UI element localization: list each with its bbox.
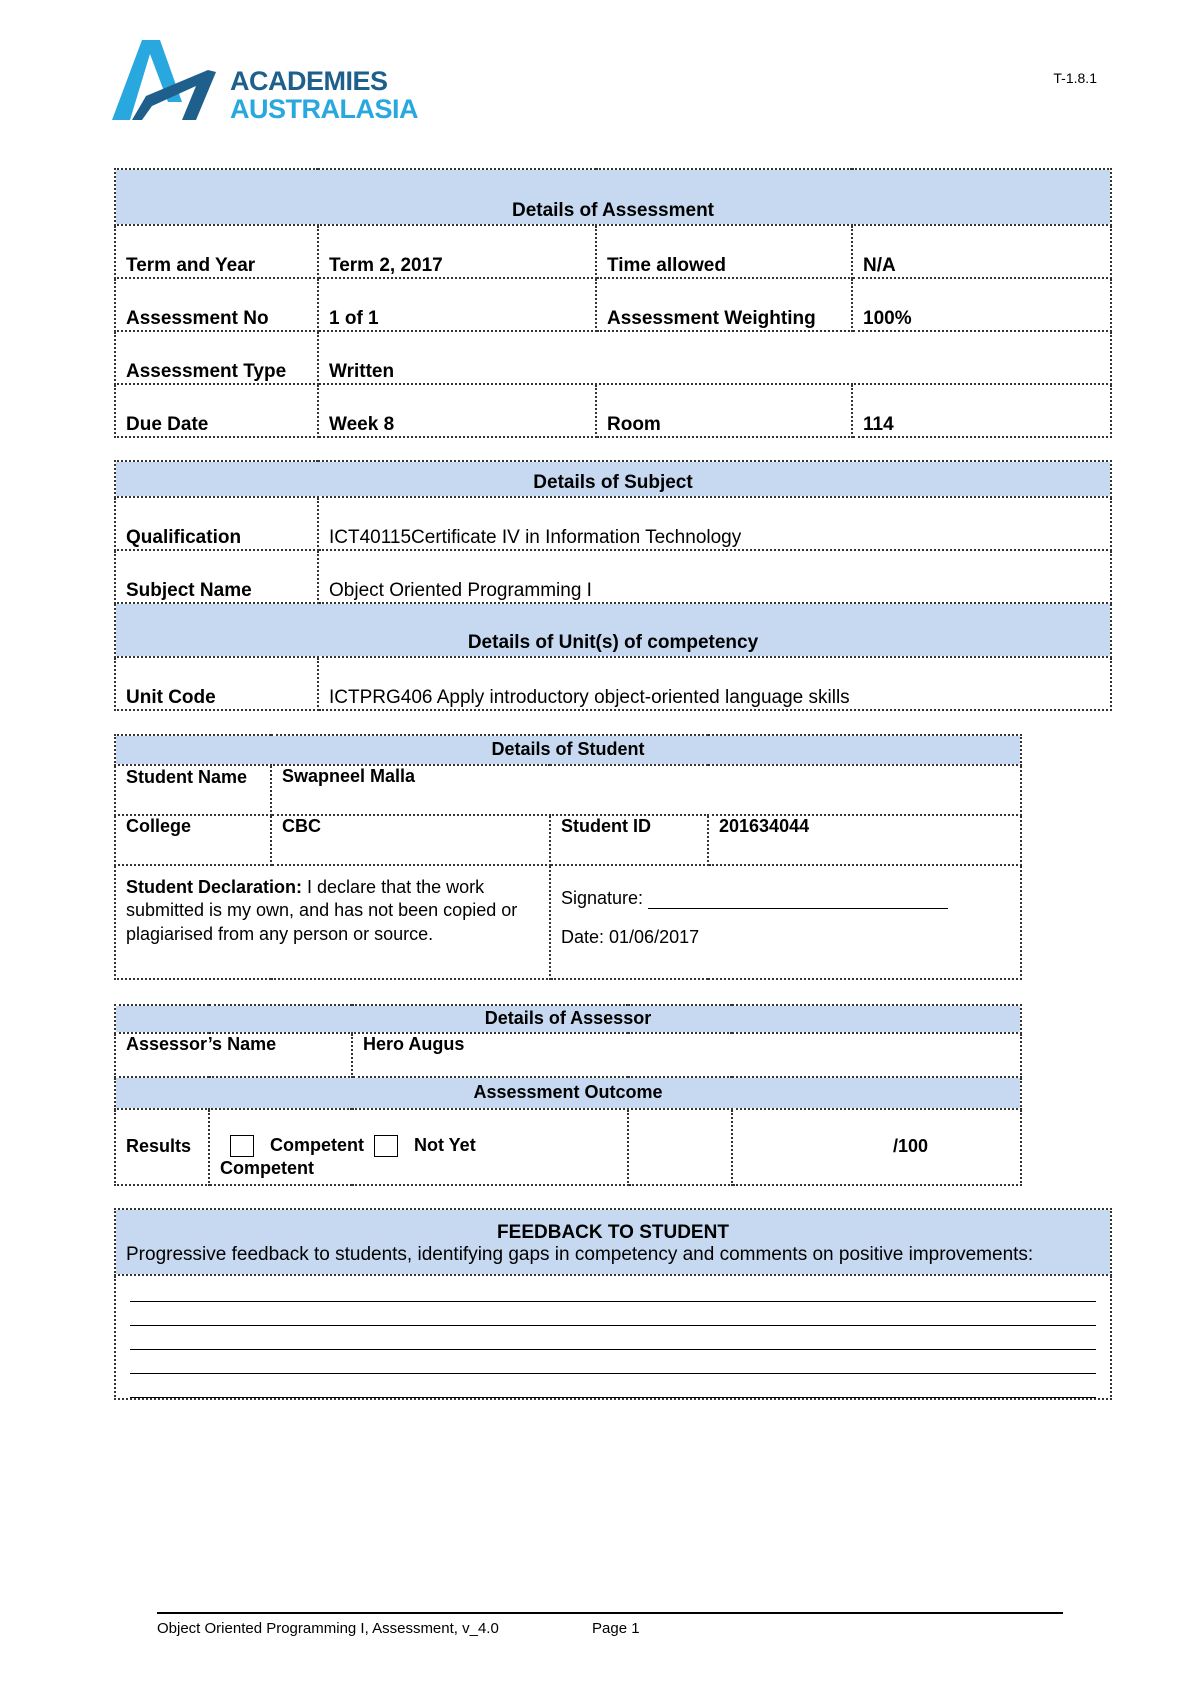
footer-page-number: Page 1: [592, 1620, 640, 1637]
logo-mark-icon: [112, 40, 222, 122]
qualification-label: Qualification: [115, 497, 318, 550]
term-label: Term and Year: [115, 225, 318, 278]
student-id-value: 201634044: [708, 815, 1021, 865]
qualification-value: ICT40115Certificate IV in Information Technology: [318, 497, 1111, 550]
weighting-value: 100%: [852, 278, 1111, 331]
competent-label: Competent: [270, 1135, 364, 1155]
assessor-name-label: Assessor’s Name: [115, 1033, 352, 1077]
footer-document-name: Object Oriented Programming I, Assessment, v_4.0: [157, 1620, 499, 1637]
student-name-value: Swapneel Malla: [271, 765, 1021, 815]
declaration-label: Student Declaration:: [126, 877, 303, 897]
feedback-table: [114, 1208, 1112, 1400]
student-details-table: [114, 734, 1022, 980]
assessment-type-value: Written: [318, 331, 1111, 384]
student-name-label: Student Name: [115, 765, 271, 815]
student-declaration: [115, 865, 550, 979]
academies-australasia-logo: [112, 40, 418, 130]
unit-details-heading: Details of Unit(s) of competency: [115, 603, 1111, 657]
competent-checkbox[interactable]: [230, 1135, 254, 1157]
feedback-line: [130, 1350, 1096, 1374]
due-date-value: Week 8: [318, 384, 596, 437]
assessment-details-heading: Details of Assessment: [115, 169, 1111, 225]
assessor-name-value: Hero Augus: [352, 1033, 1021, 1077]
unit-code-label: Unit Code: [115, 657, 318, 710]
results-options: [209, 1109, 628, 1185]
declaration-date: Date: 01/06/2017: [561, 927, 700, 947]
assessment-type-label: Assessment Type: [115, 331, 318, 384]
logo-text-australasia: AUSTRALASIA: [230, 94, 418, 124]
feedback-subtitle: Progressive feedback to students, identifying gaps in competency and comments on positive improvements:: [126, 1244, 1034, 1265]
due-date-label: Due Date: [115, 384, 318, 437]
college-value: CBC: [271, 815, 550, 865]
assessment-details-table: [114, 168, 1112, 438]
feedback-heading: [115, 1209, 1111, 1275]
logo-text-academies: ACADEMIES: [230, 66, 388, 96]
assessment-outcome-heading: Assessment Outcome: [115, 1077, 1021, 1109]
assessor-details-table: [114, 1004, 1022, 1186]
feedback-title: FEEDBACK TO STUDENT: [497, 1222, 729, 1243]
score-label: /100: [732, 1109, 1021, 1185]
term-value: Term 2, 2017: [318, 225, 596, 278]
time-allowed-label: Time allowed: [596, 225, 852, 278]
feedback-line: [130, 1302, 1096, 1326]
assessment-no-value: 1 of 1: [318, 278, 596, 331]
signature-label: Signature:: [561, 888, 644, 908]
room-value: 114: [852, 384, 1111, 437]
declaration-text: I declare that the work submitted is my own, and has not been copied or plagiarised from any person or source.: [126, 877, 518, 944]
not-yet-competent-checkbox[interactable]: [374, 1135, 398, 1157]
unit-code-value: ICTPRG406 Apply introductory object-oriented language skills: [318, 657, 1111, 710]
feedback-area[interactable]: [115, 1275, 1111, 1399]
footer-divider: [157, 1612, 1063, 1614]
subject-name-value: Object Oriented Programming I: [318, 550, 1111, 603]
subject-details-heading: Details of Subject: [115, 461, 1111, 497]
assessment-no-label: Assessment No: [115, 278, 318, 331]
room-label: Room: [596, 384, 852, 437]
results-blank-cell: [628, 1109, 732, 1185]
results-label: Results: [115, 1109, 209, 1185]
document-reference: T-1.8.1: [1053, 70, 1097, 86]
weighting-label: Assessment Weighting: [596, 278, 852, 331]
feedback-line: [130, 1374, 1096, 1398]
subject-name-label: Subject Name: [115, 550, 318, 603]
feedback-line: [130, 1326, 1096, 1350]
student-details-heading: Details of Student: [115, 735, 1021, 765]
student-id-label: Student ID: [550, 815, 708, 865]
subject-details-table: [114, 460, 1112, 711]
not-yet-label: Not Yet: [414, 1135, 476, 1155]
college-label: College: [115, 815, 271, 865]
signature-cell: [550, 865, 1021, 979]
feedback-line: [130, 1278, 1096, 1302]
signature-line[interactable]: [648, 890, 948, 909]
time-allowed-value: N/A: [852, 225, 1111, 278]
not-yet-competent-label-cont: Competent: [220, 1158, 314, 1179]
assessor-details-heading: Details of Assessor: [115, 1005, 1021, 1033]
